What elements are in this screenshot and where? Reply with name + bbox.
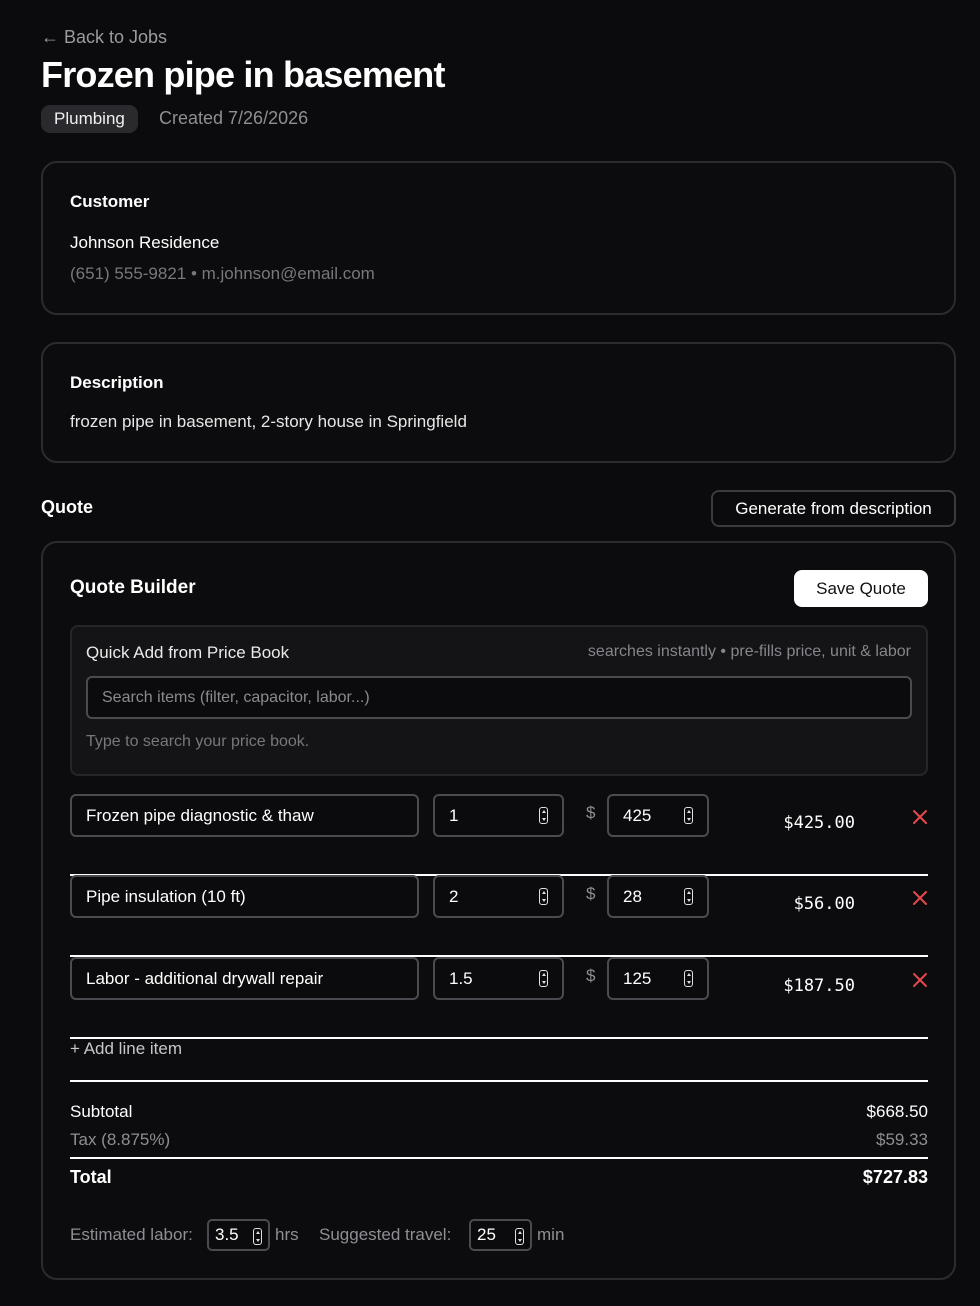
tax-label: Tax (8.875%) (70, 1130, 171, 1149)
price-value: 28 (623, 887, 642, 906)
currency-symbol: $ (586, 966, 596, 985)
price-value: 425 (623, 806, 652, 825)
number-spinner-icon[interactable] (684, 888, 693, 905)
number-spinner-icon[interactable] (684, 970, 693, 987)
customer-contact: (651) 555-9821 • m.johnson@email.com (70, 264, 375, 283)
currency-symbol: $ (586, 884, 596, 903)
price-value: 125 (623, 969, 652, 988)
subtotal-label: Subtotal (70, 1102, 133, 1121)
estimates-row (70, 1219, 928, 1251)
divider (70, 1157, 928, 1159)
number-spinner-icon[interactable] (253, 1228, 262, 1245)
line-item-row (70, 875, 928, 957)
description-card (41, 342, 956, 463)
travel-unit: min (537, 1225, 565, 1244)
qty-value: 1 (449, 806, 459, 825)
labor-value: 3.5 (215, 1225, 239, 1244)
total-label: Total (70, 1167, 112, 1187)
price-book-empty-state: Type to search your price book. (86, 733, 310, 750)
quote-builder-title: Quote Builder (70, 577, 196, 598)
line-item-name-input[interactable]: Pipe insulation (10 ft) (70, 875, 419, 918)
number-spinner-icon[interactable] (539, 888, 548, 905)
suggested-travel-input[interactable] (469, 1219, 532, 1251)
qty-value: 1.5 (449, 969, 473, 988)
price-book-hint: searches instantly • pre-fills price, unit & labor (587, 643, 911, 660)
line-item-name-input[interactable]: Frozen pipe diagnostic & thaw (70, 794, 419, 837)
currency-symbol: $ (586, 803, 596, 822)
add-line-item-button[interactable]: + Add line item (70, 1039, 182, 1058)
estimated-labor-input[interactable] (207, 1219, 270, 1251)
page-title: Frozen pipe in basement (41, 54, 445, 95)
created-date: Created 7/26/2026 (159, 108, 309, 128)
suggested-travel-label: Suggested travel: (319, 1225, 452, 1244)
number-spinner-icon[interactable] (684, 807, 693, 824)
line-item-total: $56.00 (793, 894, 855, 914)
category-badge: Plumbing (41, 105, 138, 133)
labor-unit: hrs (275, 1225, 299, 1244)
travel-value: 25 (477, 1225, 496, 1244)
price-book-search-input[interactable] (86, 676, 912, 719)
line-item-price-input[interactable] (607, 957, 709, 1000)
price-book-title: Quick Add from Price Book (86, 643, 290, 662)
line-item-price-input[interactable] (607, 794, 709, 837)
description-heading: Description (70, 373, 164, 392)
number-spinner-icon[interactable] (539, 970, 548, 987)
divider (70, 1080, 928, 1082)
remove-line-item-x-icon[interactable] (912, 809, 928, 825)
tax-value: $59.33 (876, 1130, 928, 1149)
estimated-labor-label: Estimated labor: (70, 1225, 193, 1244)
generate-from-description-button[interactable]: Generate from description (711, 490, 956, 527)
line-item-total: $187.50 (783, 976, 855, 996)
save-quote-button[interactable]: Save Quote (794, 570, 928, 607)
customer-heading: Customer (70, 192, 150, 211)
line-item-total: $425.00 (783, 813, 855, 833)
remove-line-item-x-icon[interactable] (912, 972, 928, 988)
remove-line-item-x-icon[interactable] (912, 890, 928, 906)
line-item-qty-input[interactable] (433, 875, 564, 918)
number-spinner-icon[interactable] (539, 807, 548, 824)
quote-builder-card (41, 541, 956, 1280)
line-item-qty-input[interactable] (433, 794, 564, 837)
number-spinner-icon[interactable] (515, 1228, 524, 1245)
line-item-name-input[interactable]: Labor - additional drywall repair (70, 957, 419, 1000)
qty-value: 2 (449, 887, 459, 906)
line-item-row (70, 957, 928, 1039)
line-item-price-input[interactable] (607, 875, 709, 918)
description-text: frozen pipe in basement, 2-story house in Springfield (70, 412, 467, 431)
customer-card (41, 161, 956, 315)
subtotal-value: $668.50 (866, 1102, 928, 1121)
line-item-qty-input[interactable] (433, 957, 564, 1000)
line-item-row (70, 794, 928, 876)
price-book-panel (70, 625, 928, 776)
customer-name: Johnson Residence (70, 233, 220, 252)
back-to-jobs-link[interactable]: ← Back to Jobs (41, 27, 168, 47)
quote-heading: Quote (41, 497, 93, 517)
total-value: $727.83 (862, 1167, 928, 1187)
